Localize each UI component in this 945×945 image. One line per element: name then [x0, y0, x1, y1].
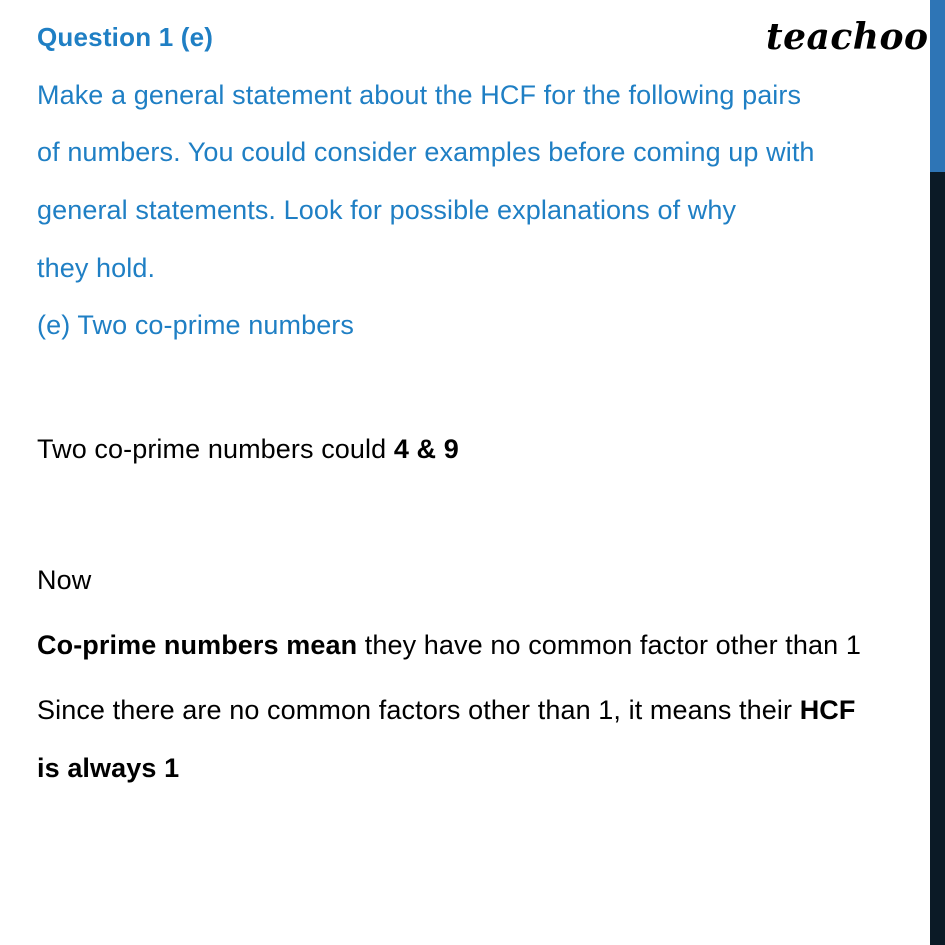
- conclusion-line-1: [37, 695, 855, 726]
- question-line-1: Make a general statement about the HCF for the following pairs: [37, 80, 802, 110]
- definition-term: Co-prime numbers mean: [37, 630, 358, 660]
- question-part-e: (e) Two co-prime numbers: [37, 310, 354, 340]
- scrollbar-thumb[interactable]: [930, 0, 945, 172]
- example-numbers: 4 & 9: [393, 434, 459, 464]
- scrollbar-track[interactable]: [930, 0, 945, 945]
- definition-text: they have no common factor other than 1: [357, 630, 861, 660]
- question-line-2: of numbers. You could consider examples before coming up with: [37, 137, 815, 167]
- question-line-3: general statements. Look for possible explanations of why: [37, 195, 737, 225]
- conclusion-line-2: is always 1: [37, 753, 180, 783]
- question-title: Question 1 (e): [37, 22, 214, 52]
- question-line-4: they hold.: [37, 253, 156, 283]
- example-line: [37, 434, 459, 465]
- example-text: Two co-prime numbers could: [37, 434, 394, 464]
- conclusion-text: Since there are no common factors other than 1, it means their: [37, 695, 800, 725]
- now-line: Now: [37, 565, 92, 595]
- conclusion-hcf: HCF: [799, 695, 856, 725]
- teachoo-logo: teachoo: [766, 16, 929, 58]
- definition-line: [37, 630, 861, 661]
